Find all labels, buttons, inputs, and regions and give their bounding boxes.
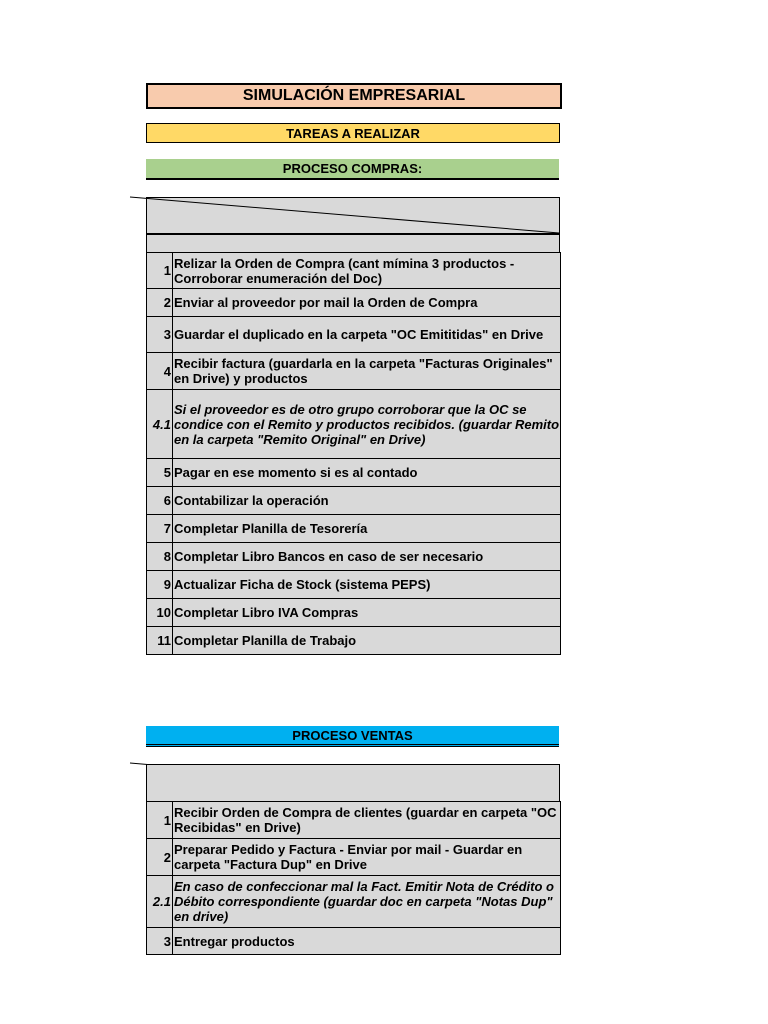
- table-row: [147, 543, 561, 571]
- task-text: Recibir factura (guardarla en la carpeta "Facturas Originales" en Drive) y productos: [173, 353, 561, 390]
- table-row: [147, 571, 561, 599]
- task-text: Completar Libro IVA Compras: [173, 599, 561, 627]
- task-text: Actualizar Ficha de Stock (sistema PEPS): [173, 571, 561, 599]
- task-number: 6: [147, 487, 173, 515]
- ventas-header-cell: [146, 764, 560, 802]
- table-row: [147, 876, 561, 928]
- task-text: Enviar al proveedor por mail la Orden de Compra: [173, 289, 561, 317]
- compras-task-table: [146, 252, 561, 655]
- task-number: 1: [147, 253, 173, 289]
- task-text: Completar Planilla de Trabajo: [173, 627, 561, 655]
- table-row: [147, 802, 561, 839]
- task-number: 11: [147, 627, 173, 655]
- task-text: Entregar productos: [173, 928, 561, 955]
- table-row: [147, 459, 561, 487]
- task-text: Si el proveedor es de otro grupo corroborar que la OC se condice con el Remito y productos recibidos. (guardar Remito en la carpeta "Remito Original" en Drive): [173, 390, 561, 459]
- task-number: 1: [147, 802, 173, 839]
- task-text: En caso de confeccionar mal la Fact. Emitir Nota de Crédito o Débito correspondiente (guardar doc en carpeta "Notas Dup" en drive): [173, 876, 561, 928]
- tasks-subtitle: TAREAS A REALIZAR: [146, 123, 560, 143]
- task-text: Completar Libro Bancos en caso de ser necesario: [173, 543, 561, 571]
- ventas-section-heading: PROCESO VENTAS: [146, 726, 559, 747]
- table-row: [147, 487, 561, 515]
- task-text: Guardar el duplicado en la carpeta "OC Emititidas" en Drive: [173, 317, 561, 353]
- task-text: Recibir Orden de Compra de clientes (guardar en carpeta "OC Recibidas" en Drive): [173, 802, 561, 839]
- task-text: Relizar la Orden de Compra (cant mímina 3 productos - Corroborar enumeración del Doc): [173, 253, 561, 289]
- task-text: Pagar en ese momento si es al contado: [173, 459, 561, 487]
- table-row: [147, 627, 561, 655]
- task-number: 3: [147, 928, 173, 955]
- task-number: 2.1: [147, 876, 173, 928]
- task-number: 2: [147, 839, 173, 876]
- table-row: [147, 317, 561, 353]
- compras-section-heading: PROCESO COMPRAS:: [146, 159, 559, 180]
- task-number: 4.1: [147, 390, 173, 459]
- task-number: 8: [147, 543, 173, 571]
- task-number: 9: [147, 571, 173, 599]
- compras-empty-row: [146, 234, 560, 253]
- table-row: [147, 928, 561, 955]
- task-text: Contabilizar la operación: [173, 487, 561, 515]
- table-row: [147, 599, 561, 627]
- document-title: SIMULACIÓN EMPRESARIAL: [146, 83, 562, 109]
- task-text: Completar Planilla de Tesorería: [173, 515, 561, 543]
- task-number: 10: [147, 599, 173, 627]
- task-number: 7: [147, 515, 173, 543]
- task-number: 3: [147, 317, 173, 353]
- table-row: [147, 839, 561, 876]
- ventas-task-table: [146, 801, 561, 955]
- task-number: 4: [147, 353, 173, 390]
- table-row: [147, 390, 561, 459]
- task-number: 2: [147, 289, 173, 317]
- task-text: Preparar Pedido y Factura - Enviar por mail - Guardar en carpeta "Factura Dup" en Drive: [173, 839, 561, 876]
- table-row: [147, 289, 561, 317]
- table-row: [147, 515, 561, 543]
- table-row: [147, 253, 561, 289]
- task-number: 5: [147, 459, 173, 487]
- table-row: [147, 353, 561, 390]
